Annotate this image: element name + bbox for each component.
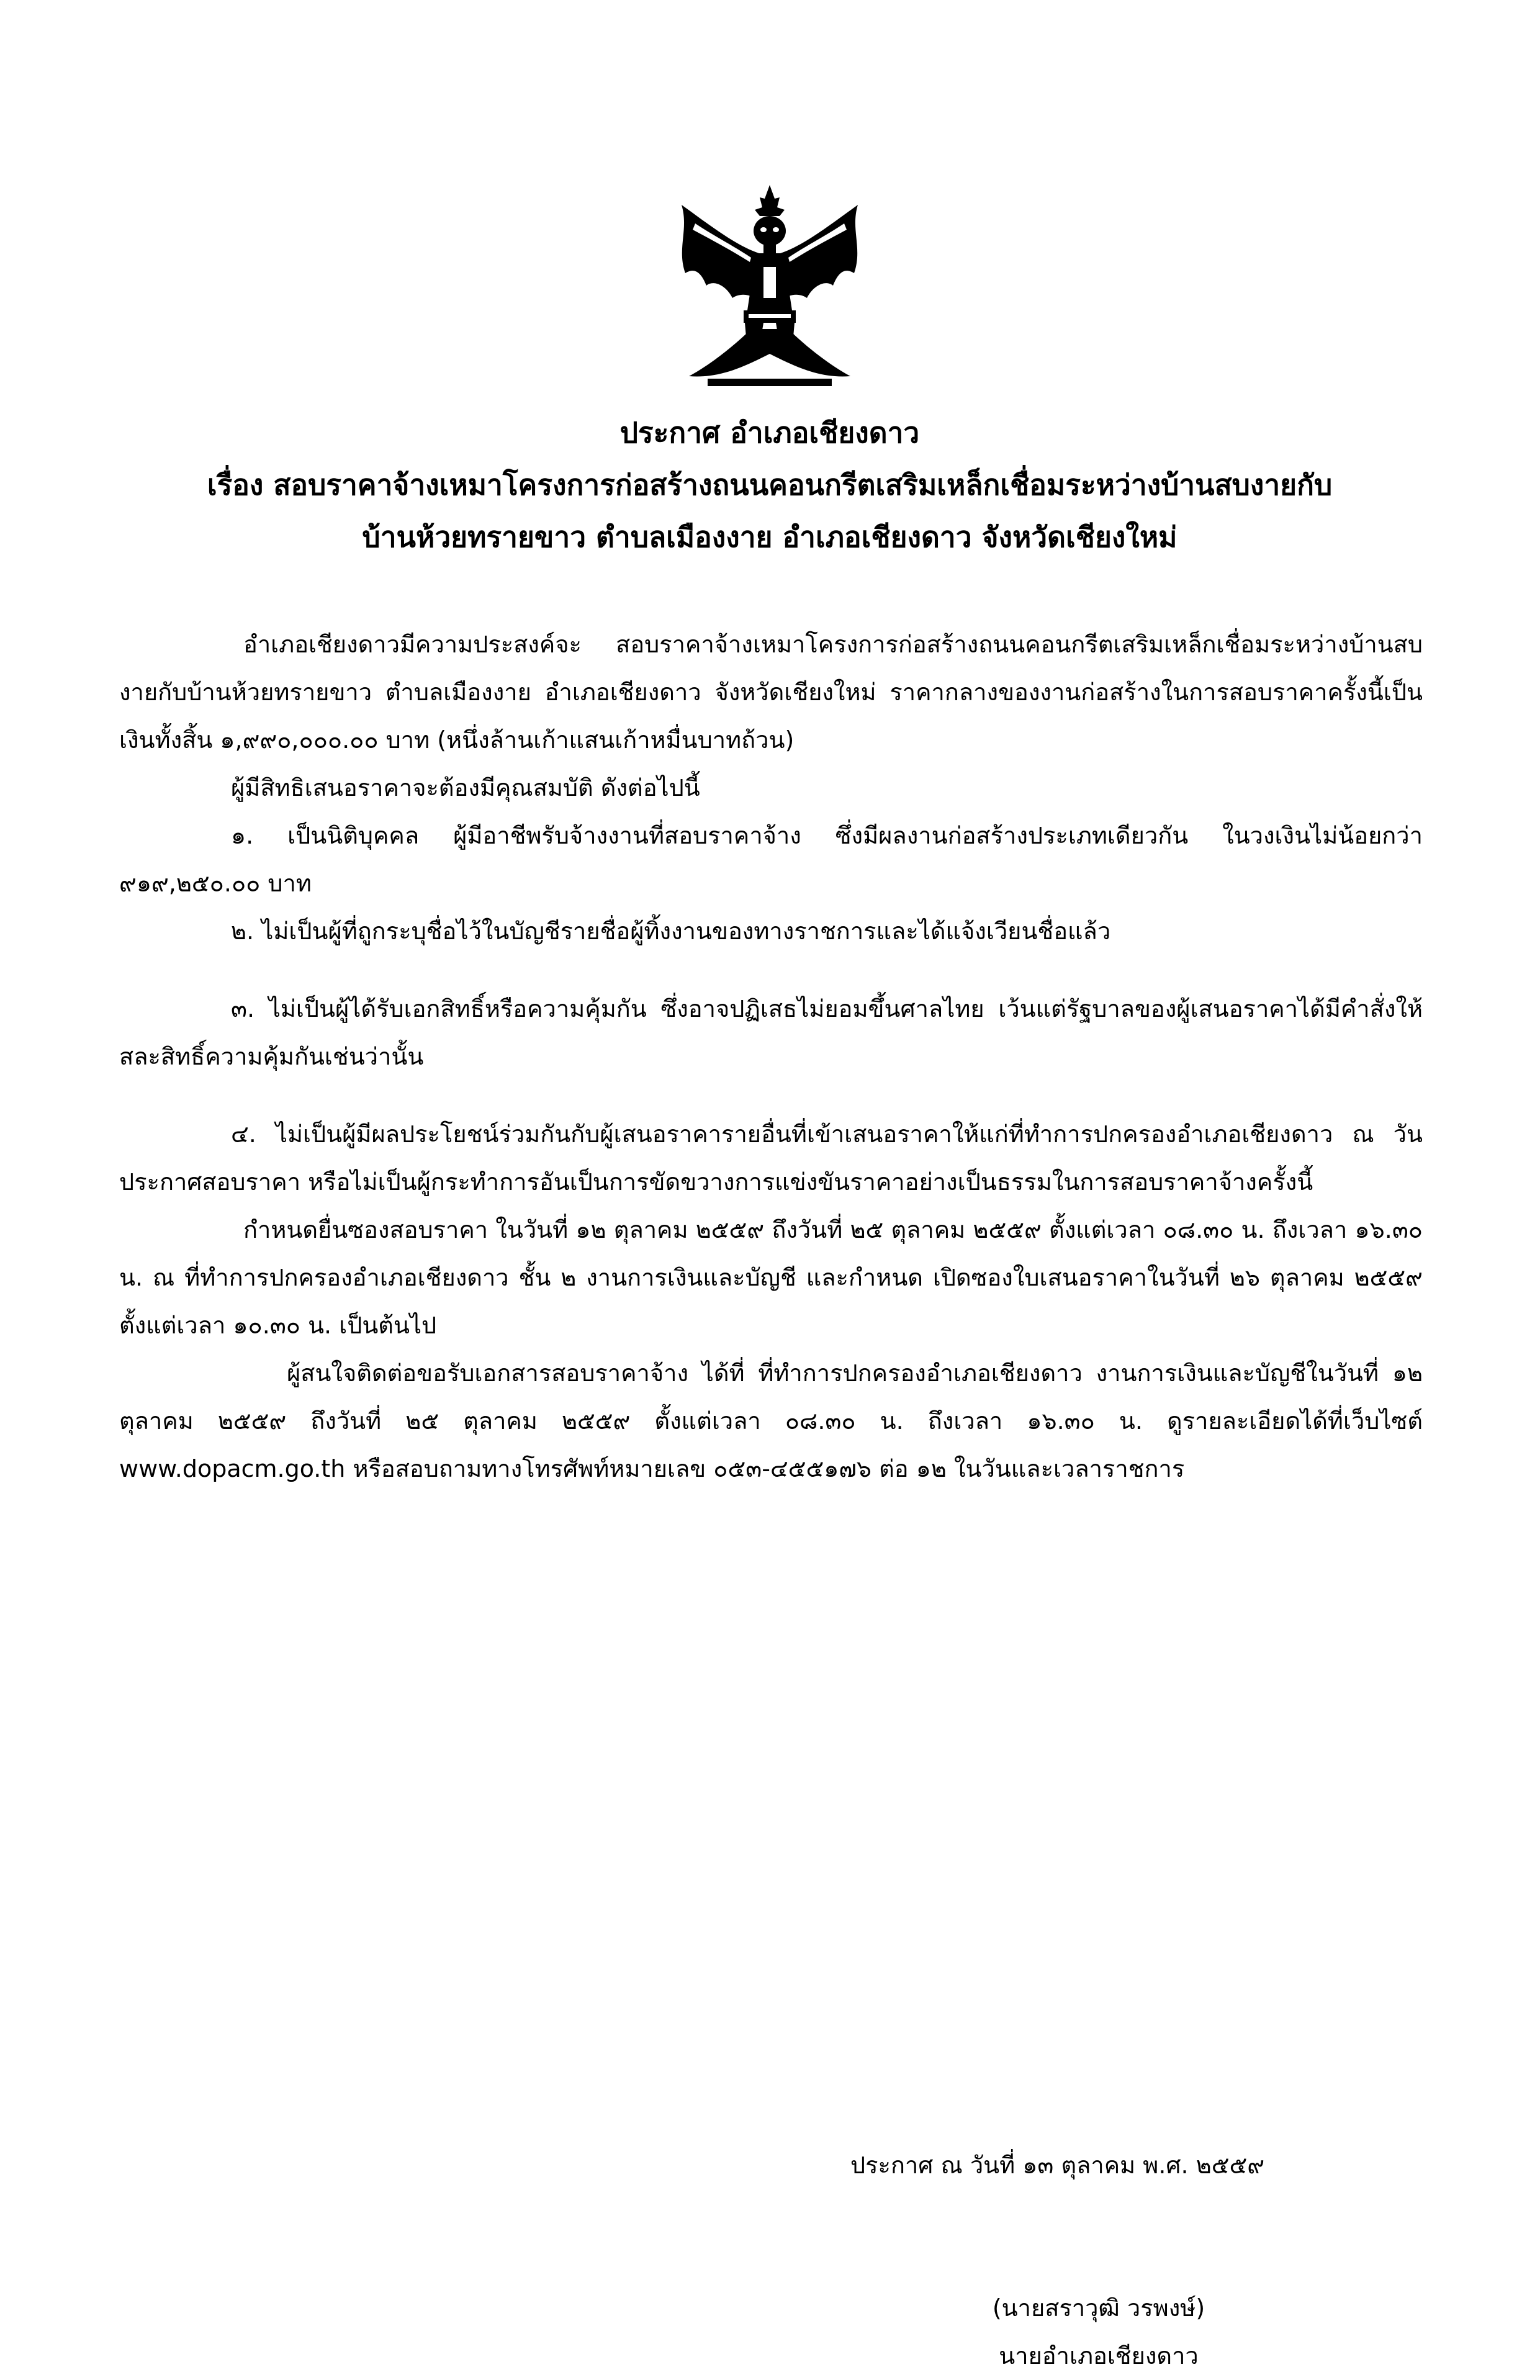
- qualifications-intro: ผู้มีสิทธิเสนอราคาจะต้องมีคุณสมบัติ ดังต่อไปนี้: [231, 774, 700, 801]
- qualification-item: ๔. ไม่เป็นผู้มีผลประโยชน์ร่วมกันกับผู้เสนอราคารายอื่นที่เข้าเสนอราคาให้แก่ที่ทำการปกครองอำเภอเชียงดาว ณ วันประกาศสอบราคา หรือไม่เป็นผู้กระทำการอันเป็นการขัดขวางการแข่งขันราคาอย่างเป็นธรรมในการสอบราคาจ้างครั้งนี้: [119, 1120, 1423, 1196]
- announcement-header: [124, 407, 1415, 563]
- signatory-name: (นายสราวุฒิ วรพงษ์): [992, 2294, 1205, 2322]
- contact-paragraph: ผู้สนใจติดต่อขอรับเอกสารสอบราคาจ้าง ได้ที่ ที่ทำการปกครองอำเภอเชียงดาว งานการเงินและบัญชีในวันที่ ๑๒ ตุลาคม ๒๕๕๙ ถึงวันที่ ๒๕ ตุลาคม ๒๕๕๙ ตั้งแต่เวลา ๐๘.๓๐ น. ถึงเวลา ๑๖.๓๐ น. ดูรายละเอียดได้ที่เว็บไซต์ www.dopacm.go.th หรือสอบถามทางโทรศัพท์หมายเลข ๐๕๓-๔๕๕๑๗๖ ต่อ ๑๒ ในวันและเวลาราชการ: [119, 1359, 1423, 1482]
- announcement-subject: เรื่อง สอบราคาจ้างเหมาโครงการก่อสร้างถนนคอนกรีตเสริมเหล็กเชื่อมระหว่างบ้านสบงายกับ: [207, 468, 1333, 502]
- signatory-title: นายอำเภอเชียงดาว: [999, 2342, 1199, 2369]
- schedule-paragraph: กำหนดยื่นซองสอบราคา ในวันที่ ๑๒ ตุลาคม ๒๕๕๙ ถึงวันที่ ๒๕ ตุลาคม ๒๕๕๙ ตั้งแต่เวลา ๐๘.๓๐ น. ถึงเวลา ๑๖.๓๐ น. ณ ที่ทำการปกครองอำเภอเชียงดาว ชั้น ๒ งานการเงินและบัญชี และกำหนด เปิดซองใบเสนอราคาในวันที่ ๒๖ ตุลาคม ๒๕๕๙ ตั้งแต่เวลา ๑๐.๓๐ น. เป็นต้นไป: [119, 1216, 1423, 1339]
- qualification-item: ๒. ไม่เป็นผู้ที่ถูกระบุชื่อไว้ในบัญชีรายชื่อผู้ทิ้งงานของทางราชการและได้แจ้งเวียนชื่อแล้ว: [231, 917, 1111, 945]
- announcement-title: ประกาศ อำเภอเชียงดาว: [619, 416, 920, 449]
- announcement-date: ประกาศ ณ วันที่ ๑๓ ตุลาคม พ.ศ. ๒๕๕๙: [850, 2152, 1265, 2179]
- qualification-item: ๓. ไม่เป็นผู้ได้รับเอกสิทธิ์หรือความคุ้มกัน ซึ่งอาจปฏิเสธไม่ยอมขึ้นศาลไทย เว้นแต่รัฐบาลของผู้เสนอราคาได้มีคำสั่งให้สละสิทธิ์ความคุ้มกันเช่นว่านั้น: [119, 995, 1423, 1070]
- announcement-subject-cont: บ้านห้วยทรายขาว ตำบลเมืองงาย อำเภอเชียงดาว จังหวัดเชียงใหม่: [362, 520, 1178, 554]
- qualification-item: ๑. เป็นนิติบุคคล ผู้มีอาชีพรับจ้างงานที่สอบราคาจ้าง ซึ่งมีผลงานก่อสร้างประเภทเดียวกัน ในวงเงินไม่น้อยกว่า ๙๑๙,๒๕๐.๐๐ บาท: [119, 822, 1423, 897]
- intro-paragraph: อำเภอเชียงดาวมีความประสงค์จะ สอบราคาจ้างเหมาโครงการก่อสร้างถนนคอนกรีตเสริมเหล็กเชื่อมระหว่างบ้านสบงายกับบ้านห้วยทรายขาว ตำบลเมืองงาย อำเภอเชียงดาว จังหวัดเชียงใหม่ ราคากลางของงานก่อสร้างในการสอบราคาครั้งนี้เป็นเงินทั้งสิ้น ๑,๙๙๐,๐๐๐.๐๐ บาท (หนึ่งล้านเก้าแสนเก้าหมื่นบาทถ้วน): [119, 631, 1423, 754]
- announcement-body: [119, 621, 1423, 1493]
- signature-block: [937, 2284, 1260, 2380]
- garuda-emblem-icon: [670, 180, 869, 391]
